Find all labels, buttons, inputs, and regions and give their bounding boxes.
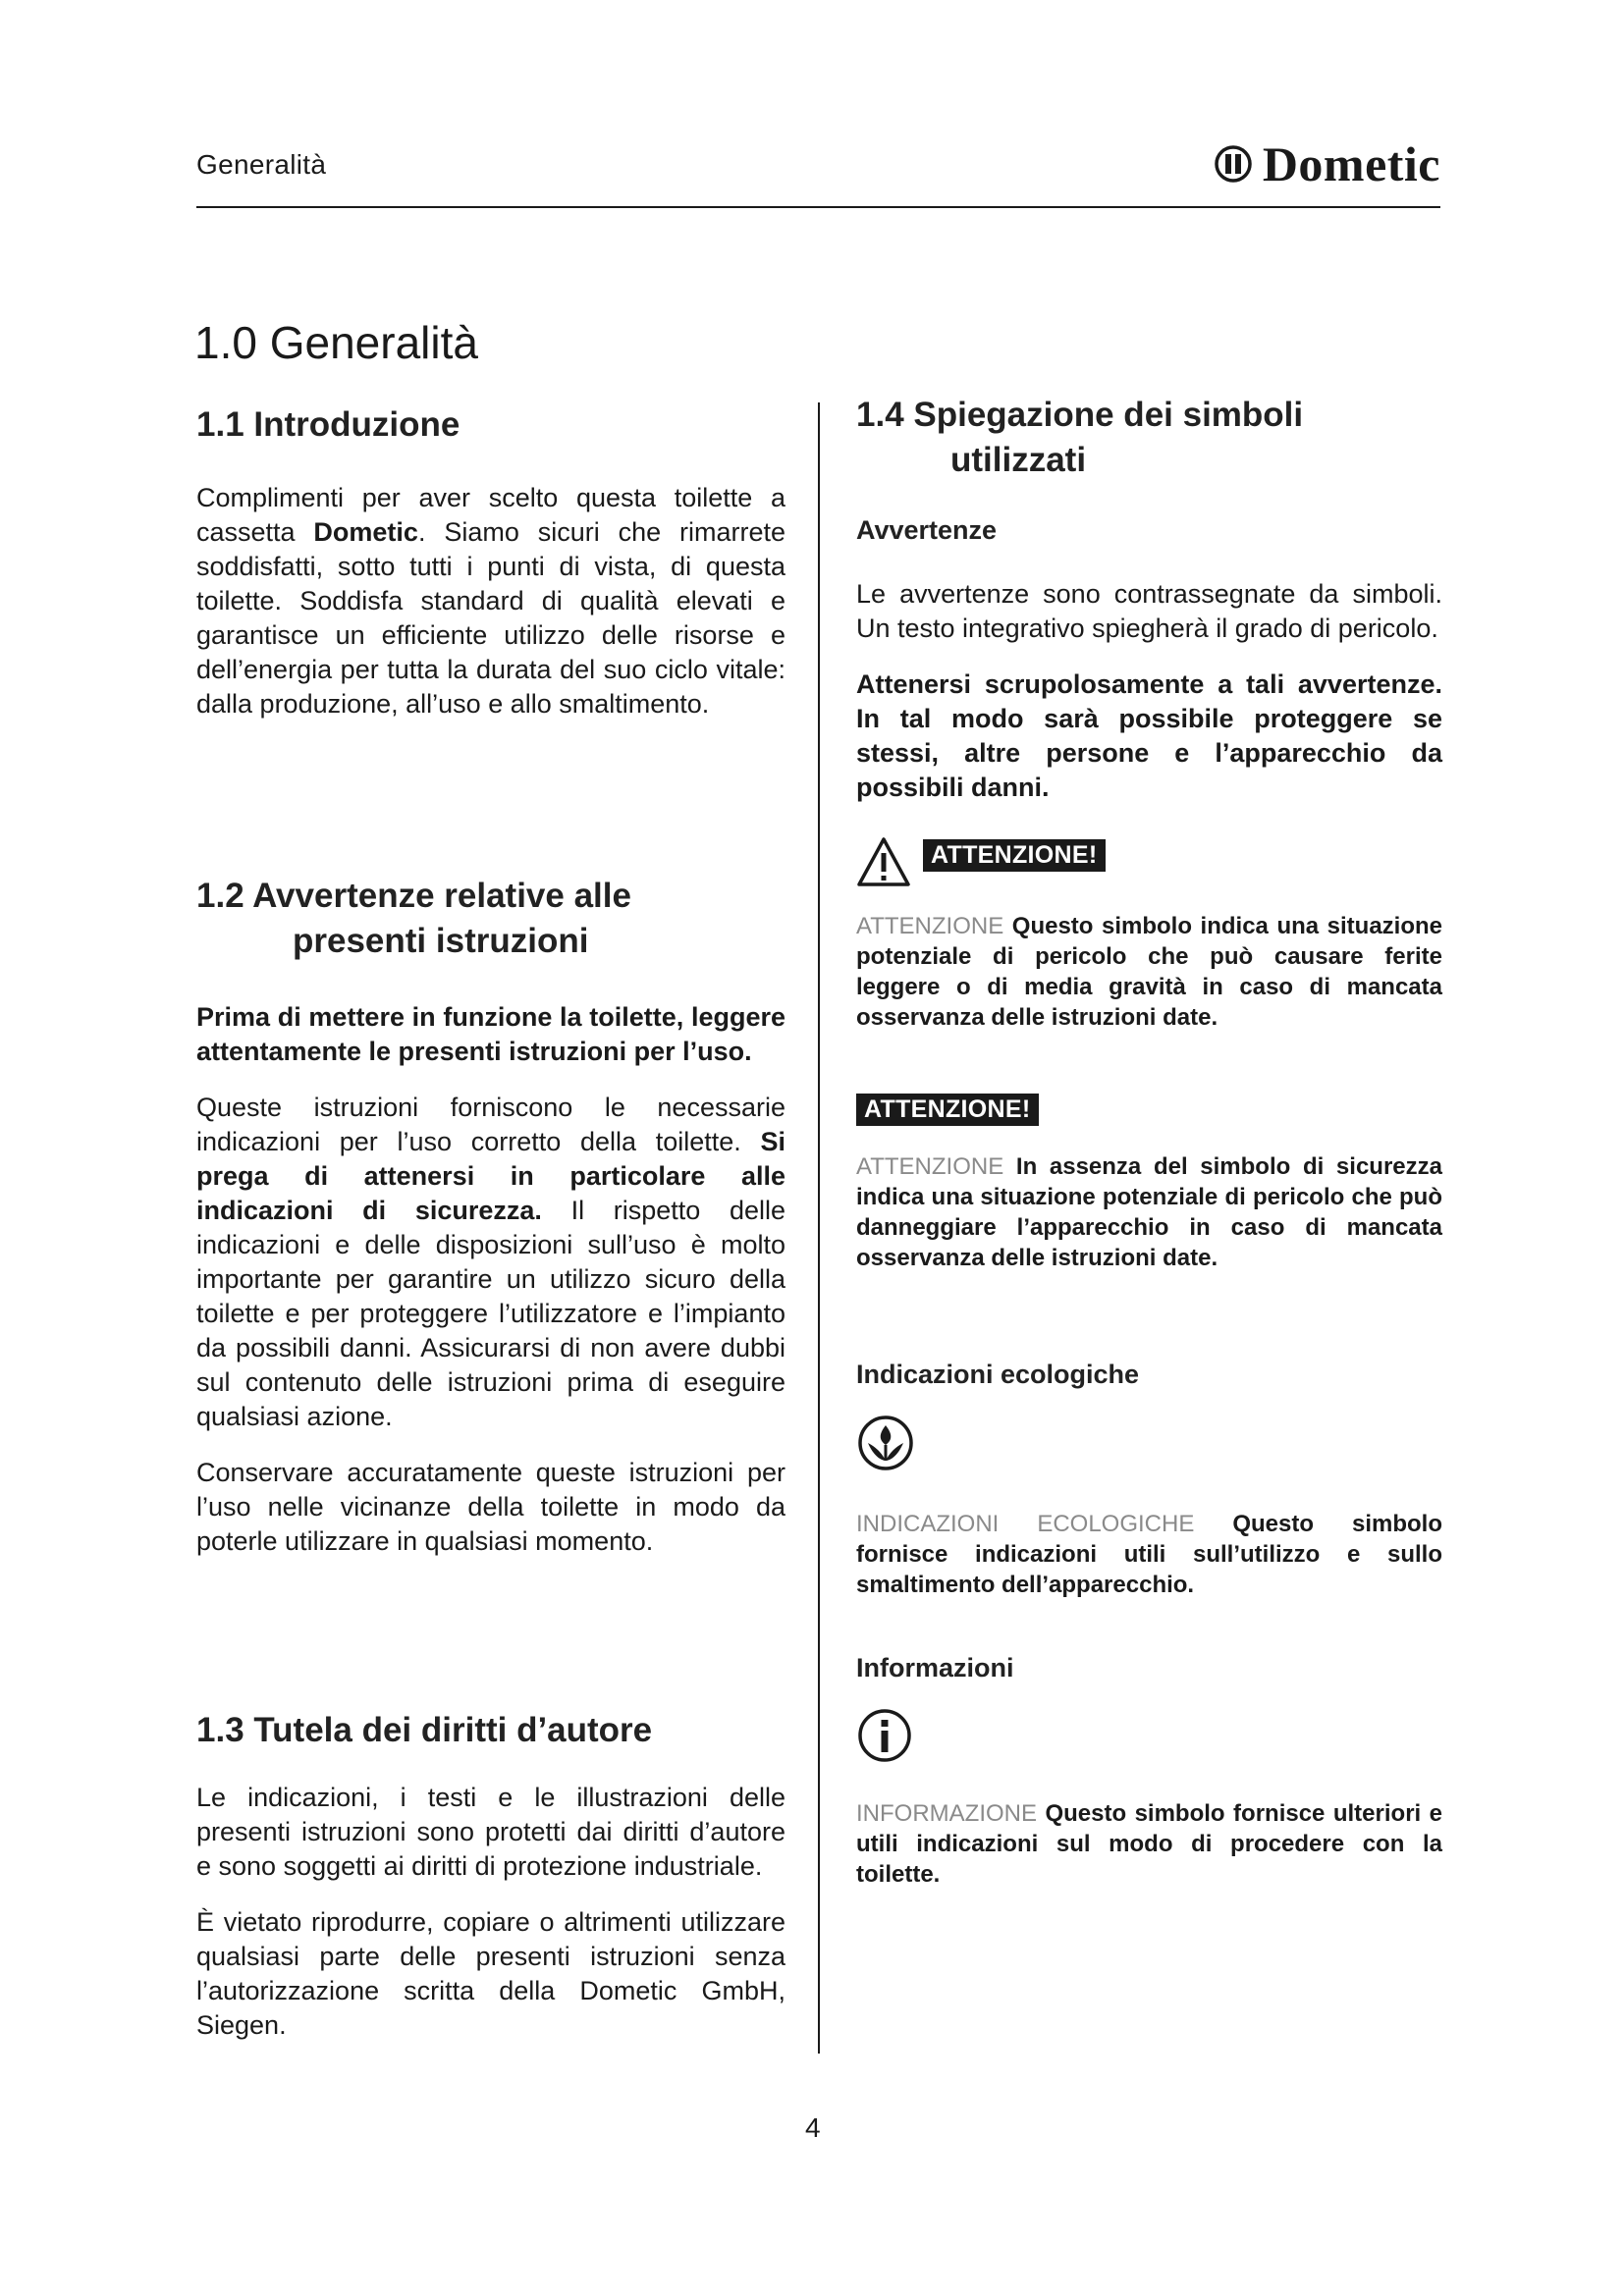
warnings-paragraph: Le avvertenze sono contrassegnate da simboli. Un testo integrativo spiegherà il grado di pericolo.: [856, 579, 1442, 643]
section-title: 1.3 Tutela dei diritti d’autore: [196, 1711, 653, 1749]
section-title: 1.4 Spiegazione dei simboli utilizzati: [856, 396, 1304, 479]
brand-wordmark: Dometic: [1262, 136, 1440, 191]
notice-badge: ATTENZIONE!: [856, 1094, 1039, 1126]
warning-triangle-icon: [856, 836, 911, 887]
column-divider: [818, 402, 820, 2054]
info-heading: Informazioni: [856, 1653, 1014, 1682]
caution-description: ATTENZIONE Questo simbolo indica una situazione potenziale di pericolo che può causare ferite leggere o di media gravità in caso di mancata osservanza delle istruzioni date.: [856, 913, 1442, 1031]
info-description: INFORMAZIONE Questo simbolo fornisce ulteriori e utili indicazioni sul modo di procedere con la toilette.: [856, 1800, 1442, 1888]
notice-paragraph: Prima di mettere in funzione la toilette, leggere attentamente le presenti istruzioni per l’uso.: [196, 1002, 785, 1066]
notice-symbol-row: [856, 1094, 1442, 1126]
eco-symbol: [856, 1414, 1442, 1477]
info-icon: [856, 1707, 913, 1764]
caution-symbol-row: [856, 836, 1442, 887]
section-title: 1.1 Introduzione: [196, 405, 460, 444]
section-1-1: [196, 402, 785, 721]
section-1-3: [196, 1708, 785, 2043]
header-rule: [196, 206, 1440, 208]
eco-description: INDICAZIONI ECOLOGICHE Questo simbolo fornisce indicazioni utili sull’utilizzo e sullo smaltimento dell’apparecchio.: [856, 1511, 1442, 1598]
info-symbol: [856, 1707, 1442, 1769]
keep-paragraph: Conservare accuratamente queste istruzioni per l’uso nelle vicinanze della toilette in modo da poterle utilizzare in qualsiasi momento.: [196, 1458, 785, 1556]
intro-paragraph: Complimenti per aver scelto questa toilette a cassetta Dometic. Siamo sicuri che rimarrete soddisfatti, sotto tutti i punti di vista, di questa toilette. Soddisfa standard di qualità elevati e garantisce un efficiente utilizzo delle risorse e dell’energia per tutta la durata del suo ciclo vitale: dalla produzione, all’uso e allo smaltimento.: [196, 482, 785, 719]
instructions-paragraph: Queste istruzioni forniscono le necessarie indicazioni per l’uso corretto della toilette. Si prega di attenersi in particolare alle indicazioni di sicurezza. Il rispetto delle indicazioni e delle disposizioni sull’uso è molto importante per garantire un utilizzo sicuro della toilette e per proteggere l’utilizzatore e l’impianto da possibili danni. Assicurarsi di non avere dubbi sul contenuto delle istruzioni prima di eseguire qualsiasi azione.: [196, 1093, 785, 1431]
chapter-title: 1.0 Generalità: [194, 317, 478, 368]
eco-leaf-icon: [856, 1414, 915, 1472]
copyright-paragraph: Le indicazioni, i testi e le illustrazioni delle presenti istruzioni sono protetti dai diritti d’autore e sono soggetti ai diritti di protezione industriale.: [196, 1782, 785, 1881]
caution-badge: ATTENZIONE!: [923, 839, 1106, 872]
warnings-heading: Avvertenze: [856, 515, 998, 545]
section-1-2: [196, 874, 785, 1559]
section-title: 1.2 Avvertenze relative alle presenti istruzioni: [196, 877, 631, 960]
brand-logo: [1214, 135, 1440, 192]
notice-description: ATTENZIONE In assenza del simbolo di sicurezza indica una situazione potenziale di pericolo che può danneggiare l’apparecchio in caso di mancata osservanza delle istruzioni date.: [856, 1153, 1442, 1271]
eco-heading: Indicazioni ecologiche: [856, 1360, 1140, 1389]
copyright-paragraph-2: È vietato riprodurre, copiare o altrimenti utilizzare qualsiasi parte delle presenti istruzioni senza l’autorizzazione scritta della Dometic GmbH, Siegen.: [196, 1906, 785, 2040]
warnings-notice: Attenersi scrupolosamente a tali avvertenze. In tal modo sarà possibile proteggere se stessi, altre persone e l’apparecchio da possibili danni.: [856, 669, 1442, 802]
running-header-section: Generalità: [196, 149, 327, 180]
dometic-logo-icon: [1214, 144, 1253, 184]
section-1-4: [856, 393, 1442, 1890]
page-number: 4: [805, 2112, 821, 2143]
